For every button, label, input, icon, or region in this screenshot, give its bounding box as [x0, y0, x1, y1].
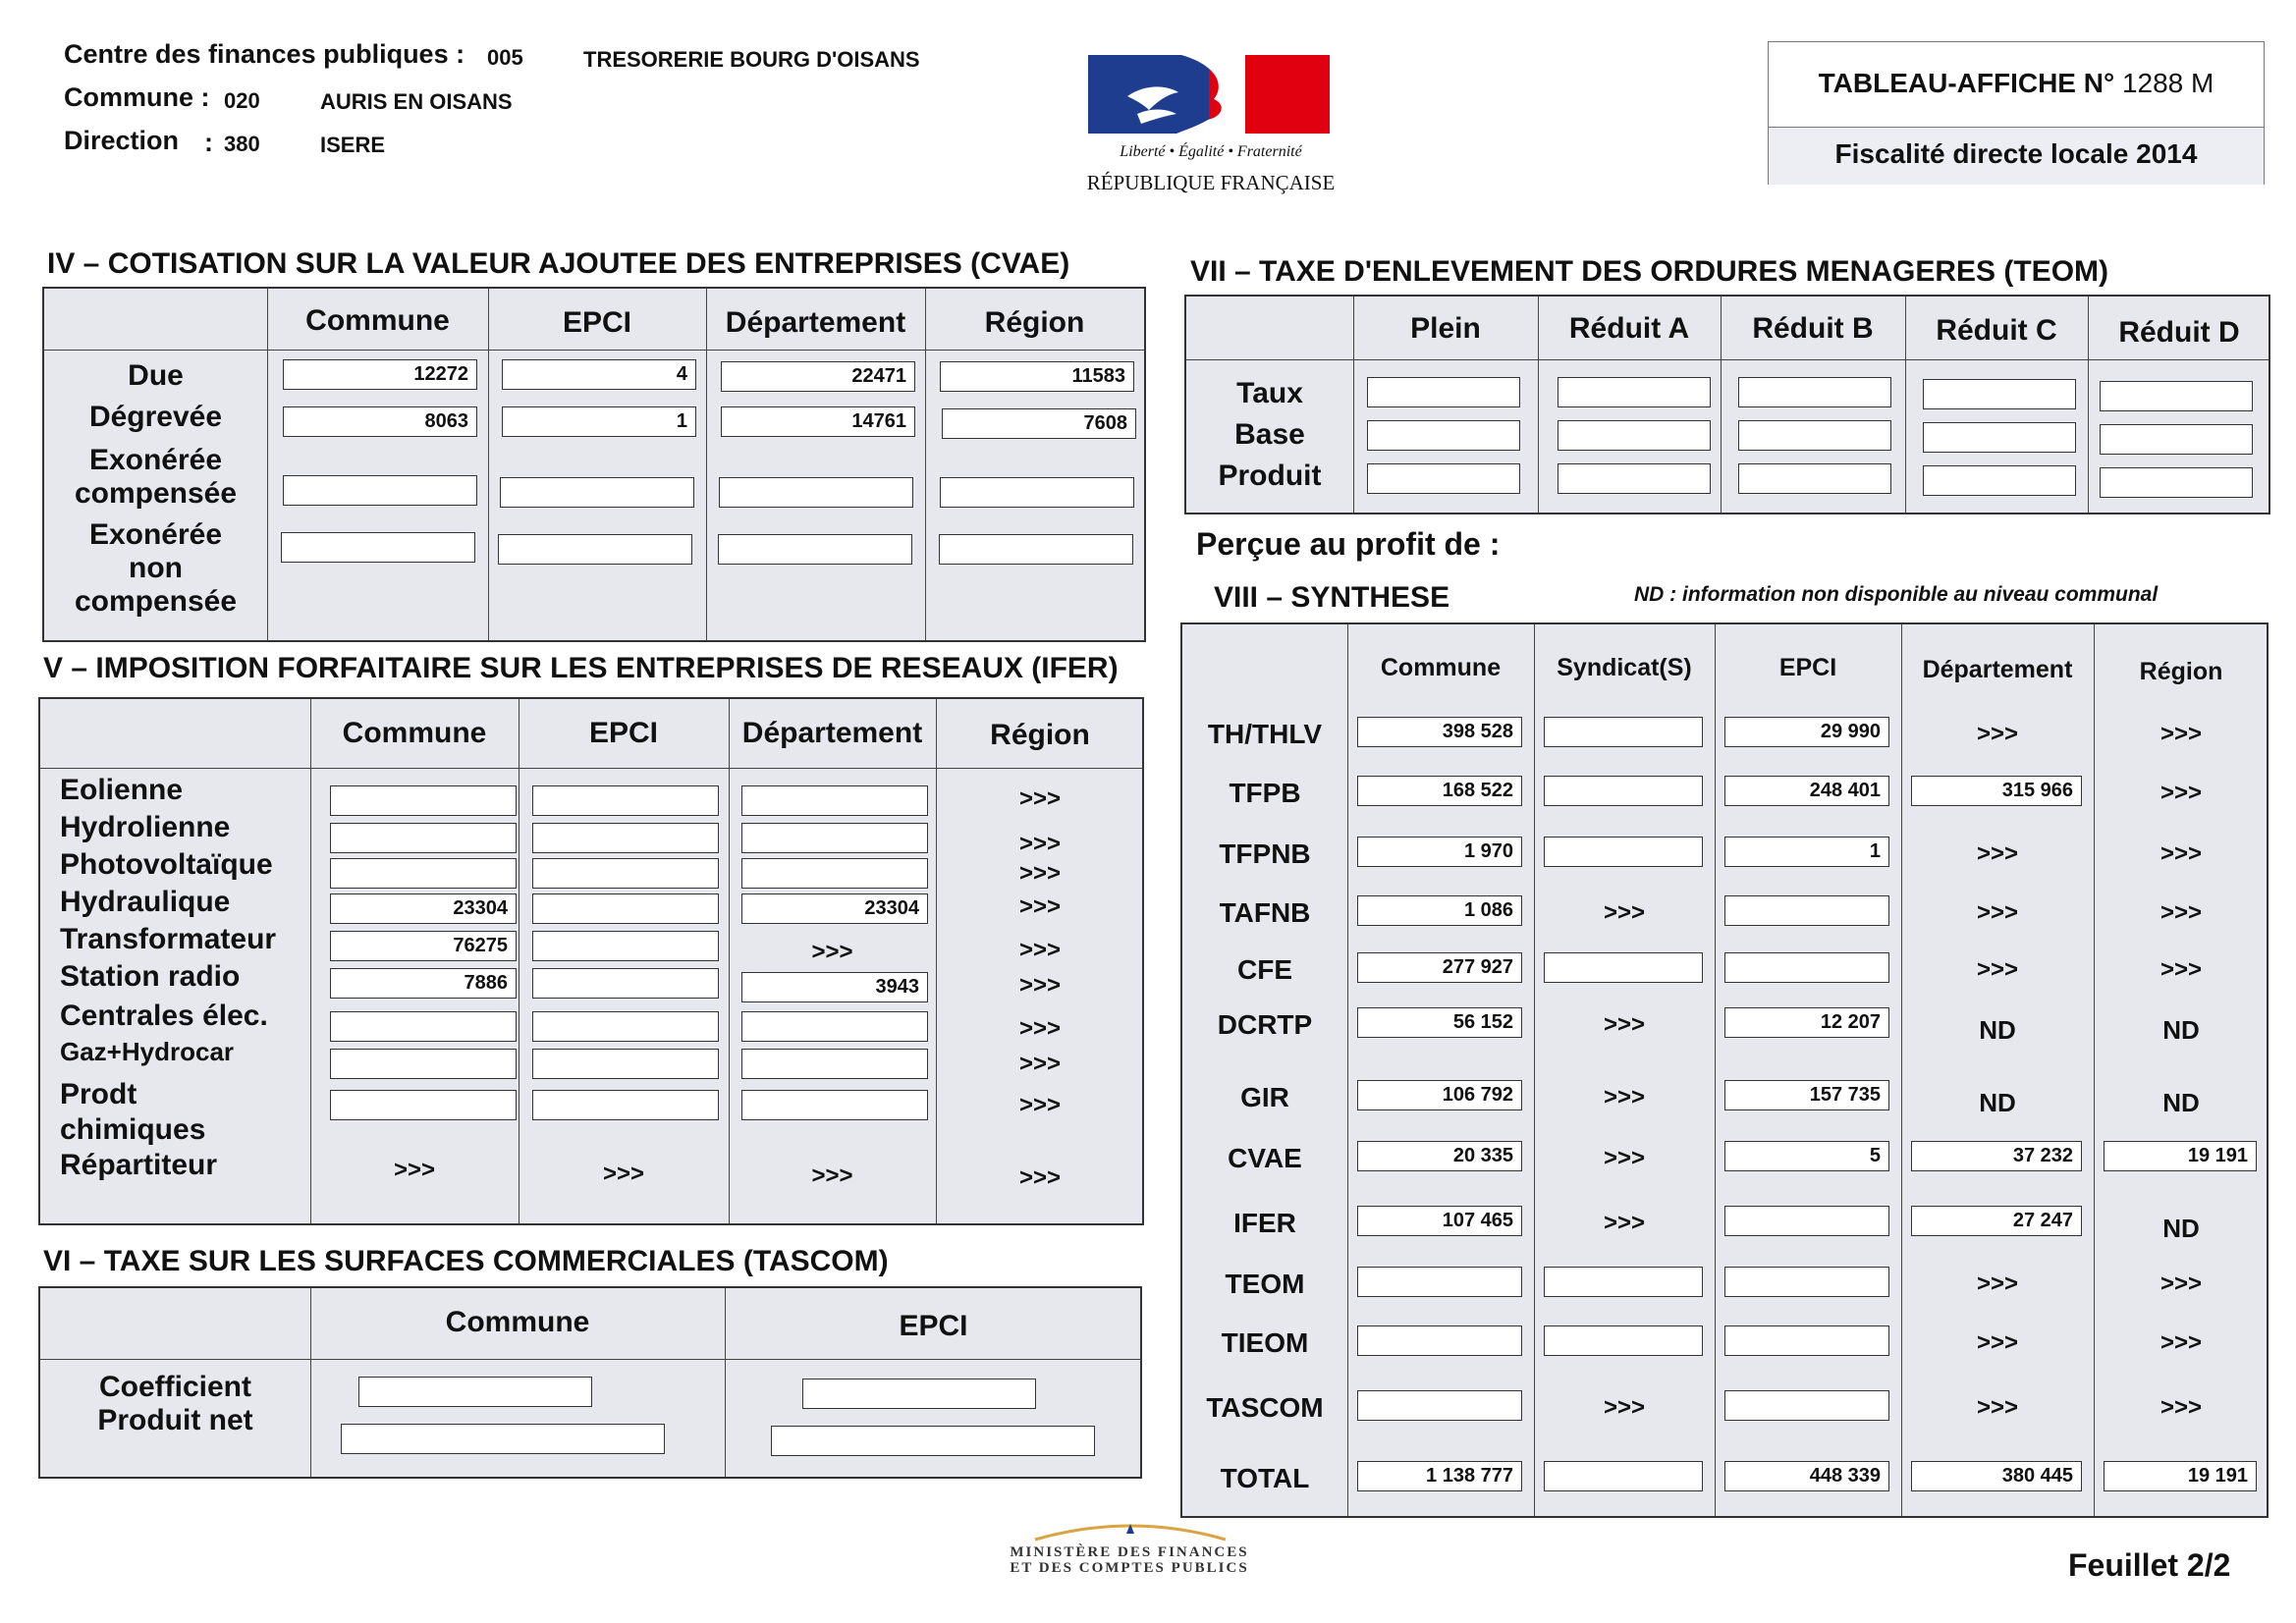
cfp-name: TRESORERIE BOURG D'OISANS: [583, 47, 920, 72]
synthese-total-commune[interactable]: 1 138 777: [1357, 1461, 1522, 1491]
synthese-cfe-epci[interactable]: [1724, 952, 1889, 983]
ifer-row-transformateur: Transformateur: [60, 923, 277, 955]
tascom-produit-epci[interactable]: [771, 1426, 1095, 1456]
teom-table: [1184, 295, 2270, 514]
teom-row-taux: Taux: [1236, 377, 1303, 409]
synthese-dcrtp-departement: ND: [1979, 1015, 2016, 1045]
ifer-eolienne-epci[interactable]: [532, 785, 719, 816]
cvae-header-divider: [44, 350, 1144, 351]
synthese-row-ifer: IFER: [1233, 1208, 1296, 1238]
teom-taux-reduit-b[interactable]: [1738, 377, 1891, 407]
synthese-tfpnb-epci[interactable]: 1: [1724, 837, 1889, 867]
synthese-tfpb-syndicat[interactable]: [1544, 776, 1703, 806]
teom-col-plein: Plein: [1410, 312, 1481, 345]
ministry-line-1: MINISTÈRE DES FINANCES: [1010, 1544, 1249, 1560]
synthese-tieom-region: >>>: [2159, 1329, 2203, 1356]
synthese-tafnb-syndicat: >>>: [1603, 899, 1646, 926]
cvae-degrevee-commune[interactable]: 8063: [283, 406, 477, 437]
ifer-eolienne-region: >>>: [1018, 785, 1062, 812]
ifer-hydrolienne-commune[interactable]: [330, 823, 517, 853]
title-box-band: [1769, 127, 2264, 185]
teom-row-produit: Produit: [1218, 460, 1322, 492]
synthese-note: ND : information non disponible au niveau communal: [1634, 583, 2159, 606]
synthese-tfpb-departement[interactable]: 315 966: [1911, 776, 2082, 806]
synthese-ifer-departement[interactable]: 27 247: [1911, 1206, 2082, 1236]
tableau-affiche-label: TABLEAU-AFFICHE N°: [1818, 68, 2115, 98]
ifer-centrales-region: >>>: [1018, 1015, 1062, 1042]
cvae-exo-comp-commune[interactable]: [283, 475, 477, 506]
ifer-prodt-departement[interactable]: [741, 1090, 928, 1120]
cvae-col-epci: EPCI: [562, 306, 632, 339]
synthese-gir-syndicat: >>>: [1603, 1084, 1646, 1110]
ifer-hydraulique-region: >>>: [1018, 893, 1062, 920]
synthese-ifer-commune[interactable]: 107 465: [1357, 1206, 1522, 1236]
synthese-th-thlv-epci[interactable]: 29 990: [1724, 717, 1889, 747]
synthese-tfpnb-departement: >>>: [1976, 840, 2019, 867]
ifer-station-radio-commune[interactable]: 7886: [330, 968, 517, 999]
synthese-cvae-commune[interactable]: 20 335: [1357, 1141, 1522, 1171]
synthese-gir-region: ND: [2162, 1088, 2200, 1117]
teom-produit-reduit-d[interactable]: [2100, 467, 2253, 498]
synthese-row-cvae: CVAE: [1228, 1143, 1302, 1173]
cvae-due-departement[interactable]: 22471: [721, 361, 915, 392]
cvae-row-exoneree-compensee-2: compensée: [74, 477, 238, 510]
tascom-title: VI – TAXE SUR LES SURFACES COMMERCIALES (TASCOM): [43, 1245, 889, 1277]
synthese-tafnb-epci[interactable]: [1724, 895, 1889, 926]
ifer-row-chimiques: chimiques: [60, 1113, 206, 1146]
percue-label: Perçue au profit de :: [1196, 526, 1501, 562]
fiscalite-title: Fiscalité directe locale 2014: [1834, 138, 2198, 169]
cvae-degrevee-departement[interactable]: 14761: [721, 406, 915, 437]
ifer-centrales-epci[interactable]: [532, 1011, 719, 1042]
ifer-gaz-departement[interactable]: [741, 1049, 928, 1079]
ifer-repartiteur-epci: >>>: [602, 1161, 645, 1187]
synthese-dcrtp-epci[interactable]: 12 207: [1724, 1007, 1889, 1038]
tascom-coefficient-commune[interactable]: [358, 1377, 592, 1407]
commune-code: 020: [224, 88, 260, 113]
synthese-tascom-departement: >>>: [1976, 1394, 2019, 1421]
tascom-row-coefficient: Coefficient: [98, 1371, 251, 1403]
teom-taux-reduit-d[interactable]: [2100, 381, 2253, 411]
ifer-station-radio-epci[interactable]: [532, 968, 719, 999]
cvae-col-region: Région: [984, 306, 1085, 339]
ifer-repartiteur-commune: >>>: [393, 1157, 436, 1183]
ifer-col-region: Région: [990, 719, 1090, 751]
ifer-repartiteur-region: >>>: [1018, 1164, 1062, 1191]
synthese-row-tafnb: TAFNB: [1219, 897, 1311, 928]
synthese-tieom-departement: >>>: [1976, 1329, 2019, 1356]
ifer-row-station-radio: Station radio: [60, 960, 241, 993]
synthese-row-tieom: TIEOM: [1221, 1327, 1309, 1358]
ifer-transformateur-region: >>>: [1018, 937, 1062, 963]
synthese-th-thlv-departement: >>>: [1976, 721, 2019, 747]
cvae-exo-non-commune[interactable]: [281, 532, 475, 563]
ifer-transformateur-departement: >>>: [811, 939, 853, 965]
ifer-row-hydraulique: Hydraulique: [60, 886, 231, 918]
tableau-affiche-number: 1288 M: [2121, 68, 2214, 98]
commune-label: Commune :: [64, 82, 210, 112]
commune-name: AURIS EN OISANS: [320, 89, 513, 114]
synthese-row-total: TOTAL: [1220, 1463, 1310, 1493]
ifer-prodt-region: >>>: [1018, 1092, 1062, 1118]
ministry-line-2: ET DES COMPTES PUBLICS: [1010, 1560, 1249, 1576]
tascom-coefficient-epci[interactable]: [802, 1379, 1036, 1409]
ifer-title: V – IMPOSITION FORFAITAIRE SUR LES ENTREPRISES DE RESEAUX (IFER): [43, 652, 1119, 684]
cvae-exo-comp-departement[interactable]: [719, 477, 913, 508]
synthese-th-thlv-commune[interactable]: 398 528: [1357, 717, 1522, 747]
teom-col-reduit-d: Réduit D: [2118, 316, 2240, 349]
cvae-degrevee-epci[interactable]: 1: [502, 406, 696, 437]
synthese-total-syndicat[interactable]: [1544, 1461, 1703, 1491]
cvae-exo-non-region[interactable]: [939, 534, 1133, 565]
ifer-photovoltaique-epci[interactable]: [532, 858, 719, 889]
synthese-tafnb-departement: >>>: [1976, 899, 2019, 926]
cvae-due-commune[interactable]: 12272: [283, 359, 477, 390]
cfp-code: 005: [487, 45, 523, 70]
cvae-exo-comp-region[interactable]: [940, 477, 1134, 508]
ifer-row-centrales: Centrales élec.: [60, 1000, 268, 1032]
teom-title: VII – TAXE D'ENLEVEMENT DES ORDURES MENAGERES (TEOM): [1190, 255, 2109, 288]
cvae-col-departement: Département: [725, 306, 906, 339]
cvae-due-region[interactable]: 11583: [940, 361, 1134, 392]
ifer-hydrolienne-region: >>>: [1018, 831, 1062, 857]
cvae-row-exoneree-compensee-1: Exonérée: [88, 444, 223, 476]
synthese-gir-departement: ND: [1979, 1088, 2016, 1117]
cvae-col-commune: Commune: [305, 304, 450, 337]
teom-taux-reduit-a[interactable]: [1558, 377, 1711, 407]
ifer-photovoltaique-departement[interactable]: [741, 858, 928, 889]
ifer-centrales-commune[interactable]: [330, 1011, 517, 1042]
teom-col-reduit-c: Réduit C: [1936, 314, 2057, 347]
ifer-col-departement: Département: [741, 717, 923, 749]
ifer-repartiteur-departement: >>>: [811, 1163, 853, 1189]
ministry-logo: [988, 1518, 1273, 1542]
synthese-row-tascom: TASCOM: [1206, 1392, 1324, 1423]
teom-base-reduit-a[interactable]: [1558, 420, 1711, 451]
cvae-row-exoneree-non-2: non: [129, 552, 183, 584]
synthese-tascom-epci[interactable]: [1724, 1390, 1889, 1421]
synthese-row-th-thlv: TH/THLV: [1207, 719, 1323, 749]
synthese-cfe-region: >>>: [2159, 956, 2203, 983]
teom-produit-plein[interactable]: [1367, 463, 1520, 494]
synthese-tfpnb-syndicat[interactable]: [1544, 837, 1703, 867]
teom-base-reduit-b[interactable]: [1738, 420, 1891, 451]
ifer-col-epci: EPCI: [588, 717, 659, 749]
synthese-tascom-region: >>>: [2159, 1394, 2203, 1421]
synthese-col-region: Région: [2139, 658, 2223, 685]
synthese-cvae-syndicat: >>>: [1603, 1145, 1646, 1171]
teom-produit-reduit-a[interactable]: [1558, 463, 1711, 494]
cfp-label: Centre des finances publiques :: [64, 39, 465, 69]
synthese-teom-syndicat[interactable]: [1544, 1267, 1703, 1297]
ifer-row-repartiteur: Répartiteur: [60, 1149, 218, 1181]
synthese-tfpb-region: >>>: [2159, 780, 2203, 806]
teom-col-reduit-b: Réduit B: [1752, 312, 1874, 345]
ifer-col-commune: Commune: [342, 717, 487, 749]
synthese-tfpb-commune[interactable]: 168 522: [1357, 776, 1522, 806]
teom-col-reduit-a: Réduit A: [1568, 312, 1690, 345]
republique-logo: [1088, 55, 1330, 141]
title-box: [1768, 41, 2265, 185]
synthese-tfpnb-commune[interactable]: 1 970: [1357, 837, 1522, 867]
synthese-tafnb-region: >>>: [2159, 899, 2203, 926]
synthese-ifer-syndicat: >>>: [1603, 1210, 1646, 1236]
logo-motto: Liberté • Égalité • Fraternité: [1120, 143, 1302, 160]
ifer-row-gaz: Gaz+Hydrocar: [60, 1037, 235, 1066]
ifer-row-hydrolienne: Hydrolienne: [60, 811, 231, 843]
direction-code: 380: [224, 132, 260, 156]
synthese-tieom-syndicat[interactable]: [1544, 1325, 1703, 1356]
synthese-gir-commune[interactable]: 106 792: [1357, 1080, 1522, 1110]
ifer-gaz-region: >>>: [1018, 1051, 1062, 1077]
logo-name: RÉPUBLIQUE FRANÇAISE: [1086, 171, 1336, 194]
cvae-row-exoneree-non-1: Exonérée: [88, 518, 223, 551]
ifer-prodt-epci[interactable]: [532, 1090, 719, 1120]
ifer-photovoltaique-region: >>>: [1018, 860, 1062, 887]
ifer-centrales-departement[interactable]: [741, 1011, 928, 1042]
ifer-gaz-epci[interactable]: [532, 1049, 719, 1079]
ifer-photovoltaique-commune[interactable]: [330, 858, 517, 889]
ifer-eolienne-commune[interactable]: [330, 785, 517, 816]
direction-name: ISERE: [320, 133, 386, 157]
title-box-line1: [1769, 68, 2264, 99]
synthese-th-thlv-region: >>>: [2159, 721, 2203, 747]
synthese-row-gir: GIR: [1240, 1082, 1289, 1112]
synthese-tieom-commune[interactable]: [1357, 1325, 1522, 1356]
ifer-row-eolienne: Eolienne: [60, 774, 184, 806]
synthese-col-epci: EPCI: [1778, 654, 1837, 681]
tascom-produit-commune[interactable]: [341, 1424, 665, 1454]
ifer-prodt-commune[interactable]: [330, 1090, 517, 1120]
synthese-teom-departement: >>>: [1976, 1271, 2019, 1297]
synthese-dcrtp-syndicat: >>>: [1603, 1011, 1646, 1038]
synthese-row-tfpnb: TFPNB: [1219, 839, 1311, 869]
cvae-table: [42, 287, 1146, 642]
ifer-transformateur-commune[interactable]: 76275: [330, 931, 517, 961]
tascom-row-produit-net: Produit net: [97, 1404, 253, 1436]
synthese-teom-epci[interactable]: [1724, 1267, 1889, 1297]
ifer-station-radio-region: >>>: [1018, 972, 1062, 999]
synthese-cfe-departement: >>>: [1976, 956, 2019, 983]
synthese-cvae-epci[interactable]: 5: [1724, 1141, 1889, 1171]
synthese-gir-epci[interactable]: 157 735: [1724, 1080, 1889, 1110]
ifer-gaz-commune[interactable]: [330, 1049, 517, 1079]
teom-taux-plein[interactable]: [1367, 377, 1520, 407]
synthese-tascom-syndicat: >>>: [1603, 1394, 1646, 1421]
tascom-col-commune: Commune: [445, 1306, 590, 1338]
synthese-dcrtp-commune[interactable]: 56 152: [1357, 1007, 1522, 1038]
synthese-row-tfpb: TFPB: [1229, 778, 1301, 808]
teom-base-reduit-c[interactable]: [1923, 422, 2076, 453]
tascom-col-epci: EPCI: [899, 1310, 968, 1342]
synthese-col-syndicat: Syndicat(S): [1557, 654, 1692, 681]
marianne-icon: [1088, 55, 1330, 141]
ifer-hydraulique-epci[interactable]: [532, 893, 719, 924]
cvae-title: IV – COTISATION SUR LA VALEUR AJOUTEE DES ENTREPRISES (CVAE): [47, 247, 1070, 280]
teom-produit-reduit-b[interactable]: [1738, 463, 1891, 494]
synthese-ifer-region: ND: [2162, 1214, 2200, 1243]
synthese-teom-region: >>>: [2159, 1271, 2203, 1297]
cvae-exo-non-departement[interactable]: [718, 534, 912, 565]
teom-base-plein[interactable]: [1367, 420, 1520, 451]
synthese-cfe-commune[interactable]: 277 927: [1357, 952, 1522, 983]
synthese-total-epci[interactable]: 448 339: [1724, 1461, 1889, 1491]
ifer-eolienne-departement[interactable]: [741, 785, 928, 816]
synthese-ifer-epci[interactable]: [1724, 1206, 1889, 1236]
synthese-tfpb-epci[interactable]: 248 401: [1724, 776, 1889, 806]
ifer-transformateur-epci[interactable]: [532, 931, 719, 961]
synthese-tfpnb-region: >>>: [2159, 840, 2203, 867]
synthese-th-thlv-syndicat[interactable]: [1544, 717, 1703, 747]
ifer-hydrolienne-epci[interactable]: [532, 823, 719, 853]
synthese-col-departement: Département: [1922, 656, 2073, 683]
cvae-due-epci[interactable]: 4: [502, 359, 696, 390]
teom-taux-reduit-c[interactable]: [1923, 379, 2076, 409]
ministry-arc-icon: [988, 1518, 1273, 1542]
synthese-tieom-epci[interactable]: [1724, 1325, 1889, 1356]
cvae-exo-non-epci[interactable]: [498, 534, 692, 565]
synthese-total-departement[interactable]: 380 445: [1911, 1461, 2082, 1491]
teom-row-base: Base: [1234, 418, 1305, 451]
synthese-cvae-departement[interactable]: 37 232: [1911, 1141, 2082, 1171]
synthese-table: [1180, 622, 2269, 1518]
synthese-tascom-commune[interactable]: [1357, 1390, 1522, 1421]
cvae-exo-comp-epci[interactable]: [500, 477, 694, 508]
cvae-row-exoneree-non-3: compensée: [74, 585, 238, 618]
cvae-degrevee-region[interactable]: 7608: [942, 408, 1136, 439]
synthese-cfe-syndicat[interactable]: [1544, 952, 1703, 983]
synthese-row-dcrtp: DCRTP: [1217, 1009, 1313, 1040]
ifer-hydrolienne-departement[interactable]: [741, 823, 928, 853]
synthese-cvae-region[interactable]: 19 191: [2104, 1141, 2257, 1171]
synthese-dcrtp-region: ND: [2162, 1015, 2200, 1045]
synthese-row-cfe: CFE: [1237, 954, 1292, 985]
cvae-row-degrevee: Dégrevée: [88, 401, 223, 433]
ifer-row-photovoltaique: Photovoltaïque: [60, 848, 273, 881]
synthese-col-commune: Commune: [1380, 654, 1502, 681]
synthese-total-region[interactable]: 19 191: [2104, 1461, 2257, 1491]
synthese-teom-commune[interactable]: [1357, 1267, 1522, 1297]
direction-separator: :: [204, 128, 213, 157]
ifer-hydraulique-departement[interactable]: 23304: [741, 893, 928, 924]
ifer-hydraulique-commune[interactable]: 23304: [330, 893, 517, 924]
cvae-row-due: Due: [128, 359, 184, 392]
direction-label: Direction: [64, 126, 180, 155]
ifer-row-prodt: Prodt: [60, 1078, 137, 1110]
ifer-station-radio-departement[interactable]: 3943: [741, 972, 928, 1002]
teom-produit-reduit-c[interactable]: [1923, 465, 2076, 496]
synthese-tafnb-commune[interactable]: 1 086: [1357, 895, 1522, 926]
tascom-table: [38, 1286, 1142, 1479]
synthese-title: VIII – SYNTHESE: [1214, 581, 1450, 614]
synthese-row-teom: TEOM: [1225, 1269, 1305, 1299]
sheet-number: Feuillet 2/2: [2068, 1547, 2231, 1583]
teom-base-reduit-d[interactable]: [2100, 424, 2253, 455]
ifer-table: [38, 697, 1144, 1225]
